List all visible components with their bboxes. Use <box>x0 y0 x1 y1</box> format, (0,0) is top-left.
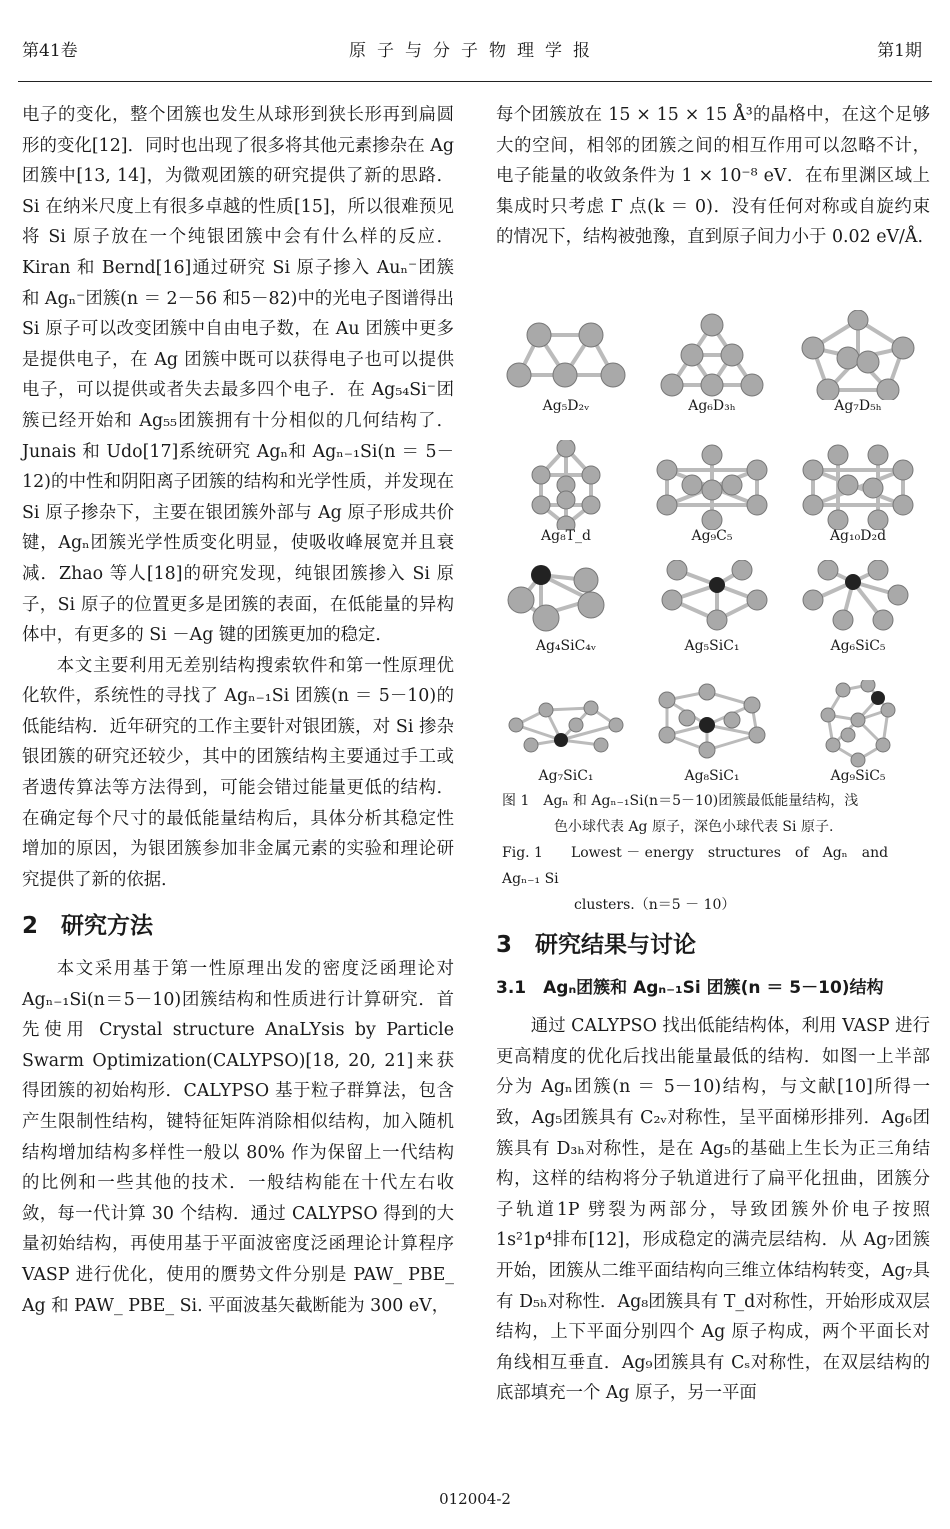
right-paragraph-1: 每个团簇放在 15 × 15 × 15 Å³的晶格中，在这个足够大的空间，相邻的团簇之间的相互作用可以忽略不计，电子能量的收敛条件为 1 × 10⁻⁸ eV．在布里渊区域上集成时只考虑 Γ 点(k ＝ 0)．没有任何对称或自旋约束的情况下，结构被弛豫，直到原子间力小于 0.02 eV/Å. <box>496 105 930 248</box>
cluster-ag8 <box>496 440 636 560</box>
cluster-label: Ag₄SiC₄ᵥ <box>535 638 597 654</box>
cluster-label: Ag₉SiC₅ <box>830 768 886 784</box>
cluster-ag4si <box>496 560 636 680</box>
header-rule <box>18 81 932 82</box>
section-3-heading: 3 研究结果与讨论 <box>496 932 697 958</box>
cluster-label: Ag₈SiC₁ <box>684 768 740 784</box>
cluster-ag9-drawing <box>647 440 777 530</box>
cluster-label: Ag₉C₅ <box>691 528 733 544</box>
cluster-ag6 <box>642 310 782 430</box>
cluster-ag6-drawing <box>647 310 777 400</box>
cluster-ag5si <box>642 560 782 680</box>
right-column <box>496 100 930 253</box>
cluster-ag4si-drawing <box>501 560 631 640</box>
cluster-ag8si-drawing <box>647 680 777 770</box>
cluster-label: Ag₆D₃ₕ <box>688 398 736 414</box>
cluster-label: Ag₁₀D₂d <box>829 528 887 544</box>
cluster-ag5 <box>496 310 636 430</box>
right-paragraph-2: 通过 CALYPSO 找出低能结构体，利用 VASP 进行更高精度的优化后找出能量最低的结构．如图一上半部分为 Agₙ团簇(n ＝ 5－10)结构，与文献[10]所得一致，Ag₅团簇具有 C₂ᵥ对称性，呈平面梯形排列．Ag₆团簇具有 D₃ₕ对称性，是在 Ag₅的基础上生长为正三角结构，这样的结构将分子轨道进行了扁平化扭曲，团簇分子轨道1P 劈裂为两部分，导致团簇外价电子按照 1s²1p⁴排布[12]，形成稳定的满壳层结构．从 Ag₇团簇开始，团簇从二维平面结构向三维立体结构转变，Ag₇具有 D₅ₕ对称性．Ag₈团簇具有 T_d对称性，开始形成双层结构，上下平面分别四个 Ag 原子构成，两个平面长对角线相互垂直．Ag₉团簇具有 Cₛ对称性，在双层结构的底部填充一个 Ag 原子，另一平面 <box>496 1016 930 1404</box>
cluster-ag9si-drawing <box>793 680 923 770</box>
cluster-ag6si-drawing <box>793 560 923 640</box>
cluster-ag7si <box>496 680 636 800</box>
cluster-ag5-drawing <box>501 310 631 400</box>
page-header <box>0 0 950 70</box>
cluster-ag7-drawing <box>793 310 923 400</box>
volume-label: 第41卷 <box>22 41 78 61</box>
cluster-label: Ag₇SiC₁ <box>538 768 594 784</box>
caption-en-line-2: clusters.（n＝5 － 10） <box>574 897 736 913</box>
cluster-label: Ag₅SiC₁ <box>684 638 740 654</box>
subsection-3-1-heading: 3.1 Agₙ团簇和 Agₙ₋₁Si 团簇(n ＝ 5－10)结构 <box>496 977 884 998</box>
cluster-ag10 <box>788 440 928 560</box>
cluster-ag7 <box>788 310 928 430</box>
caption-cn-line-1: 图 1 Agₙ 和 Agₙ₋₁Si(n＝5－10)团簇最低能量结构，浅 <box>502 793 859 809</box>
cluster-ag9si <box>788 680 928 800</box>
figure-caption <box>502 788 926 918</box>
caption-en-line-1: Fig. 1 Lowest － energy structures of Agₙ and Agₙ₋₁ Si <box>502 845 903 887</box>
right-column-lower <box>496 930 930 1409</box>
cluster-ag7si-drawing <box>501 680 631 770</box>
cluster-label: Ag₈T_d <box>541 528 591 544</box>
caption-cn-line-2: 色小球代表 Ag 原子，深色小球代表 Si 原子. <box>554 819 834 835</box>
left-paragraph-2: 本文主要利用无差别结构搜索软件和第一性原理优化软件，系统性的寻找了 Agₙ₋₁Si 团簇(n ＝ 5－10)的低能结构．近年研究的工作主要针对银团簇，对 Si 掺杂银团簇的研究还较少，其中的团簇结构主要通过手工或者遗传算法等方法得到，可能会错过能量更低的结构．在确定每个尺寸的最低能量结构后，具体分析其稳定性增加的原因，为银团簇参加非金属元素的实验和理论研究提供了新的依据． <box>22 655 454 890</box>
issue-label: 第1期 <box>877 41 922 61</box>
page-number: 012004-2 <box>439 1490 511 1508</box>
section-2-heading: 2 研究方法 <box>22 913 154 940</box>
cluster-ag8si <box>642 680 782 800</box>
cluster-ag10-drawing <box>793 440 923 530</box>
cluster-ag5si-drawing <box>647 560 777 640</box>
left-paragraph-3: 本文采用基于第一性原理出发的密度泛函理论对 Agₙ₋₁Si(n＝5－10)团簇结构和性质进行计算研究．首先使用 Crystal structure AnaLYsis by Particle Swarm Optimization(CALYPSO)[18, 20, 21]来获得团簇的初始构形．CALYPSO 基于粒子群算法，包含产生限制性结构，键特征矩阵消除相似结构，加入随机结构增加结构多样性一般以 80% 作为保留上一代结构的比例和一些其他的技术．一般结构能在十代左右收敛，每一代计算 30 个结构．通过 CALYPSO 得到的大量初始结构，再使用基于平面波密度泛函理论计算程序 VASP 进行优化，使用的赝势文件分别是 PAW_ PBE_ Ag 和 PAW_ PBE_ Si. 平面波基矢截断能为 300 eV， <box>22 959 454 1316</box>
journal-title: 原子与分子物理学报 <box>349 41 601 61</box>
cluster-ag6si <box>788 560 928 680</box>
cluster-label: Ag₇D₅ₕ <box>834 398 882 414</box>
cluster-ag9 <box>642 440 782 560</box>
cluster-label: Ag₆SiC₅ <box>830 638 886 654</box>
cluster-ag8-drawing <box>501 440 631 530</box>
cluster-label: Ag₅D₂ᵥ <box>542 398 590 414</box>
left-paragraph-1: 电子的变化，整个团簇也发生从球形到狭长形再到扁圆形的变化[12]．同时也出现了很多将其他元素掺杂在 Ag 团簇中[13, 14]，为微观团簇的研究提供了新的思路．Si 在纳米尺度上有很多卓越的性质[15]，所以很难预见将 Si 原子放在一个纯银团簇中会有什么样的反应．Kiran 和 Bernd[16]通过研究 Si 原子掺入 Auₙ⁻团簇和 Agₙ⁻团簇(n ＝ 2－56 和5－82)中的光电子图谱得出 Si 原子可以改变团簇中自由电子数，在 Au 团簇中更多是提供电子，在 Ag 团簇中既可以获得电子也可以提供电子，可以提供或者失去最多四个电子．在 Ag₅₄Si⁻团簇已经开始和 Ag₅₅团簇拥有十分相似的几何结构了．Junais 和 Udo[17]系统研究 Agₙ和 Agₙ₋₁Si(n ＝ 5－12)的中性和阴阳离子团簇的结构和光学性质，并发现在 Si 原子掺杂下，主要在银团簇外部与 Ag 原子形成共价键，Agₙ团簇光学性质变化明显，使吸收峰展宽并且衰减．Zhao 等人[18]的研究发现，纯银团簇掺入 Si 原子，Si 原子的位置更多是团簇的表面，在低能量的异构体中，有更多的 Si －Ag 键的团簇更加的稳定． <box>22 105 454 646</box>
left-column <box>22 100 454 1321</box>
